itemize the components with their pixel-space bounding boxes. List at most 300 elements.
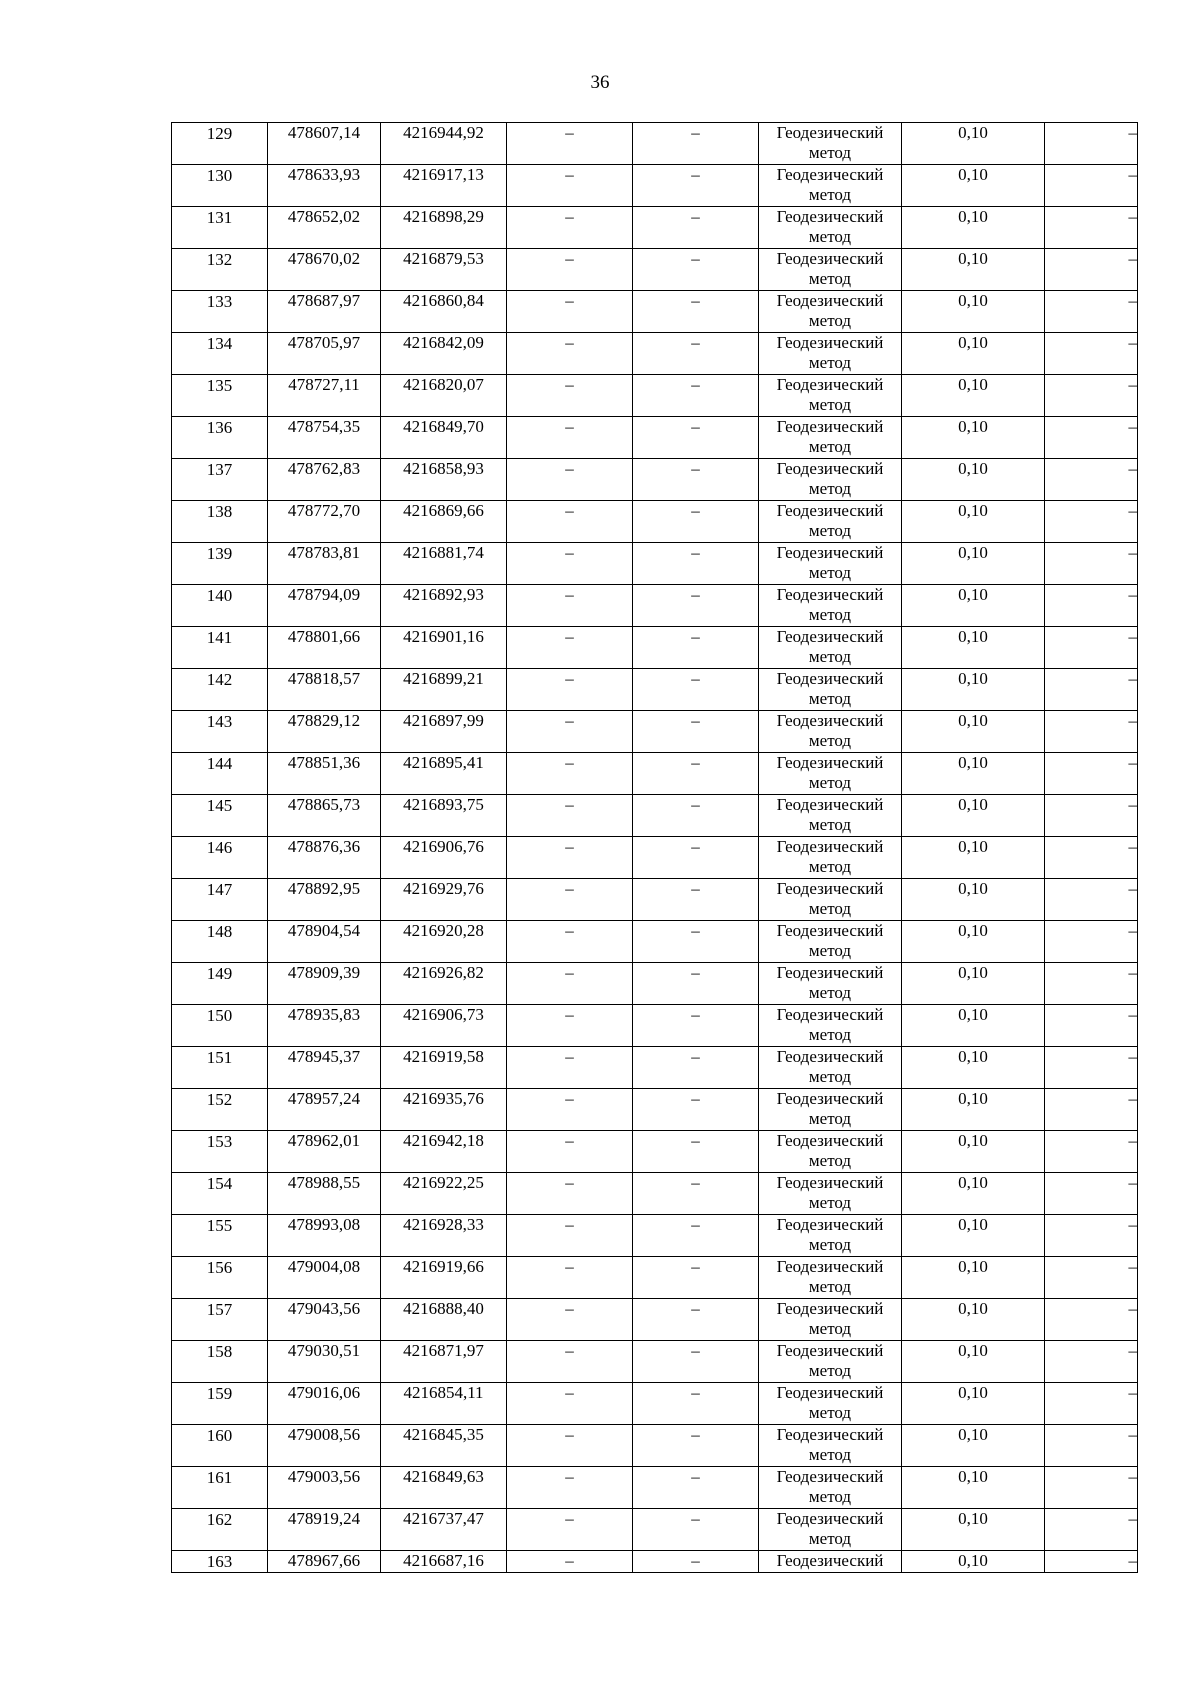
last-text: – bbox=[1128, 1299, 1137, 1318]
last-cell bbox=[1045, 207, 1138, 249]
table-row bbox=[172, 375, 1138, 417]
point-number-cell bbox=[172, 1341, 268, 1383]
method-text-line2: метод bbox=[808, 1487, 852, 1506]
dash-cell bbox=[507, 291, 633, 333]
point-number-cell bbox=[172, 459, 268, 501]
accuracy-cell bbox=[902, 753, 1045, 795]
y-coordinate-cell bbox=[381, 543, 507, 585]
dash-text: – bbox=[691, 123, 700, 142]
x-coordinate-cell bbox=[268, 249, 381, 291]
method-text-line2: метод bbox=[808, 395, 852, 414]
y-coordinate-cell bbox=[381, 1005, 507, 1047]
method-text-line1: Геодезический bbox=[776, 291, 884, 310]
point-number-text: 147 bbox=[206, 880, 233, 899]
accuracy-cell bbox=[902, 1467, 1045, 1509]
last-cell bbox=[1045, 963, 1138, 1005]
y-coordinate-cell bbox=[381, 963, 507, 1005]
method-cell bbox=[759, 1257, 902, 1299]
accuracy-cell bbox=[902, 585, 1045, 627]
method-cell bbox=[759, 123, 902, 165]
last-cell bbox=[1045, 1467, 1138, 1509]
last-cell bbox=[1045, 921, 1138, 963]
point-number-cell bbox=[172, 1383, 268, 1425]
x-coordinate-cell bbox=[268, 123, 381, 165]
x-coordinate-cell bbox=[268, 921, 381, 963]
dash-cell bbox=[507, 921, 633, 963]
point-number-cell bbox=[172, 795, 268, 837]
method-text-line1: Геодезический bbox=[776, 1383, 884, 1402]
accuracy-text: 0,10 bbox=[958, 249, 988, 268]
x-coordinate-cell bbox=[268, 1383, 381, 1425]
accuracy-cell bbox=[902, 1047, 1045, 1089]
y-coordinate-cell bbox=[381, 249, 507, 291]
method-cell bbox=[759, 921, 902, 963]
dash-text: – bbox=[565, 963, 574, 982]
dash-text: – bbox=[565, 1299, 574, 1318]
y-coordinate-cell bbox=[381, 123, 507, 165]
x-coordinate-cell bbox=[268, 1425, 381, 1467]
last-cell bbox=[1045, 669, 1138, 711]
dash-text: – bbox=[565, 1047, 574, 1066]
method-cell bbox=[759, 501, 902, 543]
point-number-text: 163 bbox=[206, 1552, 233, 1571]
x-coordinate-text: 478794,09 bbox=[287, 585, 361, 604]
accuracy-text: 0,10 bbox=[958, 1257, 988, 1276]
x-coordinate-text: 478967,66 bbox=[287, 1551, 361, 1570]
point-number-text: 130 bbox=[206, 166, 233, 185]
table-row bbox=[172, 963, 1138, 1005]
last-cell bbox=[1045, 1341, 1138, 1383]
last-cell bbox=[1045, 1131, 1138, 1173]
last-text: – bbox=[1128, 249, 1137, 268]
method-text-line2: метод bbox=[808, 1235, 852, 1254]
accuracy-text: 0,10 bbox=[958, 123, 988, 142]
y-coordinate-cell bbox=[381, 1467, 507, 1509]
dash-cell bbox=[507, 459, 633, 501]
method-text-line2: метод bbox=[808, 353, 852, 372]
y-coordinate-cell bbox=[381, 753, 507, 795]
accuracy-cell bbox=[902, 375, 1045, 417]
method-text-line1: Геодезический bbox=[776, 1089, 884, 1108]
accuracy-cell bbox=[902, 543, 1045, 585]
table-row bbox=[172, 501, 1138, 543]
accuracy-cell bbox=[902, 207, 1045, 249]
dash-cell bbox=[633, 333, 759, 375]
y-coordinate-cell bbox=[381, 375, 507, 417]
last-text: – bbox=[1128, 627, 1137, 646]
accuracy-text: 0,10 bbox=[958, 459, 988, 478]
last-cell bbox=[1045, 1257, 1138, 1299]
method-text-line1: Геодезический bbox=[776, 1131, 884, 1150]
last-cell bbox=[1045, 165, 1138, 207]
dash-cell bbox=[507, 795, 633, 837]
dash-cell bbox=[633, 1173, 759, 1215]
accuracy-cell bbox=[902, 711, 1045, 753]
x-coordinate-text: 478892,95 bbox=[287, 879, 361, 898]
last-text: – bbox=[1128, 1257, 1137, 1276]
method-cell bbox=[759, 459, 902, 501]
method-cell bbox=[759, 627, 902, 669]
x-coordinate-cell bbox=[268, 1173, 381, 1215]
method-cell bbox=[759, 375, 902, 417]
y-coordinate-text: 4216858,93 bbox=[403, 459, 484, 478]
x-coordinate-text: 478988,55 bbox=[287, 1173, 361, 1192]
y-coordinate-text: 4216917,13 bbox=[403, 165, 484, 184]
y-coordinate-cell bbox=[381, 207, 507, 249]
dash-cell bbox=[633, 165, 759, 207]
y-coordinate-text: 4216897,99 bbox=[403, 711, 484, 730]
dash-text: – bbox=[691, 1131, 700, 1150]
dash-cell bbox=[633, 963, 759, 1005]
dash-text: – bbox=[565, 585, 574, 604]
x-coordinate-cell bbox=[268, 879, 381, 921]
y-coordinate-text: 4216845,35 bbox=[403, 1425, 484, 1444]
accuracy-cell bbox=[902, 1551, 1045, 1573]
x-coordinate-text: 478762,83 bbox=[287, 459, 361, 478]
dash-cell bbox=[633, 1467, 759, 1509]
x-coordinate-text: 479008,56 bbox=[287, 1425, 361, 1444]
dash-text: – bbox=[691, 1341, 700, 1360]
dash-text: – bbox=[691, 1299, 700, 1318]
accuracy-cell bbox=[902, 123, 1045, 165]
last-text: – bbox=[1128, 1509, 1137, 1528]
accuracy-text: 0,10 bbox=[958, 879, 988, 898]
dash-cell bbox=[633, 1005, 759, 1047]
y-coordinate-text: 4216737,47 bbox=[403, 1509, 484, 1528]
accuracy-text: 0,10 bbox=[958, 207, 988, 226]
dash-text: – bbox=[691, 669, 700, 688]
accuracy-cell bbox=[902, 627, 1045, 669]
point-number-text: 131 bbox=[206, 208, 233, 227]
table-row bbox=[172, 1215, 1138, 1257]
point-number-cell bbox=[172, 165, 268, 207]
last-text: – bbox=[1128, 1341, 1137, 1360]
dash-text: – bbox=[565, 921, 574, 940]
x-coordinate-cell bbox=[268, 1005, 381, 1047]
dash-text: – bbox=[691, 375, 700, 394]
dash-cell bbox=[507, 1551, 633, 1573]
dash-cell bbox=[507, 627, 633, 669]
method-text-line2: метод bbox=[808, 857, 852, 876]
last-cell bbox=[1045, 291, 1138, 333]
accuracy-cell bbox=[902, 1005, 1045, 1047]
point-number-cell bbox=[172, 1257, 268, 1299]
dash-cell bbox=[633, 1257, 759, 1299]
point-number-cell bbox=[172, 1089, 268, 1131]
accuracy-text: 0,10 bbox=[958, 585, 988, 604]
x-coordinate-text: 479003,56 bbox=[287, 1467, 361, 1486]
x-coordinate-cell bbox=[268, 1257, 381, 1299]
accuracy-cell bbox=[902, 921, 1045, 963]
x-coordinate-cell bbox=[268, 1551, 381, 1573]
method-text-line2: метод bbox=[808, 647, 852, 666]
dash-cell bbox=[507, 165, 633, 207]
x-coordinate-cell bbox=[268, 291, 381, 333]
dash-text: – bbox=[691, 417, 700, 436]
point-number-cell bbox=[172, 879, 268, 921]
y-coordinate-cell bbox=[381, 1425, 507, 1467]
dash-text: – bbox=[691, 333, 700, 352]
last-text: – bbox=[1128, 1047, 1137, 1066]
last-cell bbox=[1045, 1551, 1138, 1573]
method-text-line1: Геодезический bbox=[776, 837, 884, 856]
method-cell bbox=[759, 1131, 902, 1173]
method-cell bbox=[759, 207, 902, 249]
point-number-text: 140 bbox=[206, 586, 233, 605]
dash-text: – bbox=[691, 585, 700, 604]
accuracy-text: 0,10 bbox=[958, 921, 988, 940]
dash-text: – bbox=[691, 207, 700, 226]
dash-text: – bbox=[691, 1005, 700, 1024]
point-number-cell bbox=[172, 501, 268, 543]
method-cell bbox=[759, 1551, 902, 1573]
y-coordinate-cell bbox=[381, 291, 507, 333]
dash-cell bbox=[633, 1299, 759, 1341]
last-text: – bbox=[1128, 1215, 1137, 1234]
dash-cell bbox=[633, 1509, 759, 1551]
x-coordinate-cell bbox=[268, 543, 381, 585]
method-text-line2: метод bbox=[808, 563, 852, 582]
dash-cell bbox=[507, 1173, 633, 1215]
point-number-text: 145 bbox=[206, 796, 233, 815]
last-text: – bbox=[1128, 375, 1137, 394]
y-coordinate-text: 4216944,92 bbox=[403, 123, 484, 142]
y-coordinate-cell bbox=[381, 165, 507, 207]
x-coordinate-text: 478865,73 bbox=[287, 795, 361, 814]
x-coordinate-text: 478801,66 bbox=[287, 627, 361, 646]
table-row bbox=[172, 543, 1138, 585]
method-text-line1: Геодезический bbox=[776, 711, 884, 730]
x-coordinate-text: 478876,36 bbox=[287, 837, 361, 856]
accuracy-cell bbox=[902, 417, 1045, 459]
method-text-line2: метод bbox=[808, 479, 852, 498]
dash-text: – bbox=[691, 1383, 700, 1402]
dash-cell bbox=[633, 1089, 759, 1131]
y-coordinate-text: 4216920,28 bbox=[403, 921, 484, 940]
last-text: – bbox=[1128, 207, 1137, 226]
method-cell bbox=[759, 333, 902, 375]
method-text-line1: Геодезический bbox=[776, 417, 884, 436]
dash-text: – bbox=[691, 795, 700, 814]
y-coordinate-text: 4216906,76 bbox=[403, 837, 484, 856]
point-number-cell bbox=[172, 1551, 268, 1573]
accuracy-cell bbox=[902, 669, 1045, 711]
method-text-line1: Геодезический bbox=[776, 1551, 884, 1570]
table-row bbox=[172, 207, 1138, 249]
dash-text: – bbox=[565, 207, 574, 226]
table-row bbox=[172, 1299, 1138, 1341]
point-number-cell bbox=[172, 417, 268, 459]
dash-cell bbox=[633, 921, 759, 963]
x-coordinate-cell bbox=[268, 207, 381, 249]
point-number-text: 151 bbox=[206, 1048, 233, 1067]
last-text: – bbox=[1128, 795, 1137, 814]
table-row bbox=[172, 291, 1138, 333]
dash-cell bbox=[507, 1005, 633, 1047]
dash-text: – bbox=[565, 1131, 574, 1150]
dash-text: – bbox=[691, 501, 700, 520]
dash-cell bbox=[633, 669, 759, 711]
method-text-line1: Геодезический bbox=[776, 879, 884, 898]
y-coordinate-cell bbox=[381, 1299, 507, 1341]
coordinates-table bbox=[171, 122, 1138, 1573]
method-cell bbox=[759, 711, 902, 753]
accuracy-cell bbox=[902, 1257, 1045, 1299]
x-coordinate-text: 479043,56 bbox=[287, 1299, 361, 1318]
x-coordinate-cell bbox=[268, 753, 381, 795]
x-coordinate-text: 478919,24 bbox=[287, 1509, 361, 1528]
y-coordinate-cell bbox=[381, 333, 507, 375]
method-text-line1: Геодезический bbox=[776, 459, 884, 478]
point-number-text: 155 bbox=[206, 1216, 233, 1235]
dash-text: – bbox=[565, 249, 574, 268]
x-coordinate-text: 479016,06 bbox=[287, 1383, 361, 1402]
point-number-cell bbox=[172, 333, 268, 375]
y-coordinate-cell bbox=[381, 1089, 507, 1131]
last-cell bbox=[1045, 1173, 1138, 1215]
dash-text: – bbox=[565, 291, 574, 310]
point-number-cell bbox=[172, 1509, 268, 1551]
point-number-cell bbox=[172, 1299, 268, 1341]
last-cell bbox=[1045, 501, 1138, 543]
dash-cell bbox=[507, 1089, 633, 1131]
dash-text: – bbox=[691, 1257, 700, 1276]
method-cell bbox=[759, 1509, 902, 1551]
dash-cell bbox=[507, 1509, 633, 1551]
table-row bbox=[172, 711, 1138, 753]
method-text-line1: Геодезический bbox=[776, 1425, 884, 1444]
last-cell bbox=[1045, 1005, 1138, 1047]
method-text-line1: Геодезический bbox=[776, 963, 884, 982]
x-coordinate-cell bbox=[268, 1509, 381, 1551]
dash-cell bbox=[507, 543, 633, 585]
point-number-text: 161 bbox=[206, 1468, 233, 1487]
accuracy-cell bbox=[902, 1299, 1045, 1341]
point-number-text: 148 bbox=[206, 922, 233, 941]
x-coordinate-text: 478783,81 bbox=[287, 543, 361, 562]
point-number-cell bbox=[172, 1467, 268, 1509]
accuracy-cell bbox=[902, 501, 1045, 543]
x-coordinate-text: 478945,37 bbox=[287, 1047, 361, 1066]
y-coordinate-text: 4216849,70 bbox=[403, 417, 484, 436]
method-text-line2: метод bbox=[808, 1151, 852, 1170]
point-number-cell bbox=[172, 669, 268, 711]
y-coordinate-cell bbox=[381, 1173, 507, 1215]
x-coordinate-text: 478829,12 bbox=[287, 711, 361, 730]
y-coordinate-text: 4216892,93 bbox=[403, 585, 484, 604]
y-coordinate-cell bbox=[381, 1341, 507, 1383]
dash-cell bbox=[507, 1131, 633, 1173]
accuracy-cell bbox=[902, 1131, 1045, 1173]
y-coordinate-cell bbox=[381, 669, 507, 711]
method-text-line1: Геодезический bbox=[776, 669, 884, 688]
x-coordinate-text: 478633,93 bbox=[287, 165, 361, 184]
dash-text: – bbox=[691, 711, 700, 730]
point-number-cell bbox=[172, 1131, 268, 1173]
x-coordinate-cell bbox=[268, 1131, 381, 1173]
y-coordinate-text: 4216881,74 bbox=[403, 543, 484, 562]
table-row bbox=[172, 1089, 1138, 1131]
y-coordinate-cell bbox=[381, 501, 507, 543]
point-number-text: 136 bbox=[206, 418, 233, 437]
method-cell bbox=[759, 585, 902, 627]
y-coordinate-text: 4216842,09 bbox=[403, 333, 484, 352]
method-cell bbox=[759, 417, 902, 459]
y-coordinate-text: 4216849,63 bbox=[403, 1467, 484, 1486]
accuracy-cell bbox=[902, 459, 1045, 501]
point-number-text: 133 bbox=[206, 292, 233, 311]
point-number-text: 150 bbox=[206, 1006, 233, 1025]
last-text: – bbox=[1128, 1425, 1137, 1444]
x-coordinate-text: 478935,83 bbox=[287, 1005, 361, 1024]
dash-text: – bbox=[565, 1383, 574, 1402]
accuracy-text: 0,10 bbox=[958, 1005, 988, 1024]
last-text: – bbox=[1128, 1089, 1137, 1108]
y-coordinate-cell bbox=[381, 459, 507, 501]
dash-cell bbox=[507, 207, 633, 249]
dash-cell bbox=[507, 837, 633, 879]
x-coordinate-cell bbox=[268, 459, 381, 501]
accuracy-cell bbox=[902, 291, 1045, 333]
dash-text: – bbox=[691, 963, 700, 982]
x-coordinate-cell bbox=[268, 711, 381, 753]
dash-text: – bbox=[691, 1467, 700, 1486]
table-row bbox=[172, 1131, 1138, 1173]
accuracy-text: 0,10 bbox=[958, 543, 988, 562]
dash-cell bbox=[507, 1467, 633, 1509]
table-row bbox=[172, 1509, 1138, 1551]
dash-text: – bbox=[691, 627, 700, 646]
x-coordinate-cell bbox=[268, 165, 381, 207]
last-cell bbox=[1045, 1047, 1138, 1089]
method-cell bbox=[759, 291, 902, 333]
table-row bbox=[172, 921, 1138, 963]
dash-text: – bbox=[565, 1341, 574, 1360]
method-text-line2: метод bbox=[808, 1025, 852, 1044]
dash-text: – bbox=[565, 795, 574, 814]
x-coordinate-text: 478993,08 bbox=[287, 1215, 361, 1234]
x-coordinate-cell bbox=[268, 963, 381, 1005]
dash-text: – bbox=[691, 1089, 700, 1108]
last-text: – bbox=[1128, 417, 1137, 436]
dash-text: – bbox=[691, 1509, 700, 1528]
point-number-text: 137 bbox=[206, 460, 233, 479]
last-text: – bbox=[1128, 1383, 1137, 1402]
dash-text: – bbox=[565, 1173, 574, 1192]
x-coordinate-text: 478962,01 bbox=[287, 1131, 361, 1150]
x-coordinate-cell bbox=[268, 669, 381, 711]
x-coordinate-text: 478727,11 bbox=[288, 375, 360, 394]
last-cell bbox=[1045, 1509, 1138, 1551]
method-cell bbox=[759, 1173, 902, 1215]
last-text: – bbox=[1128, 711, 1137, 730]
point-number-text: 142 bbox=[206, 670, 233, 689]
y-coordinate-cell bbox=[381, 585, 507, 627]
x-coordinate-text: 479004,08 bbox=[287, 1257, 361, 1276]
method-cell bbox=[759, 249, 902, 291]
table-row bbox=[172, 1173, 1138, 1215]
method-text-line1: Геодезический bbox=[776, 1047, 884, 1066]
method-cell bbox=[759, 1047, 902, 1089]
point-number-cell bbox=[172, 1173, 268, 1215]
dash-cell bbox=[507, 963, 633, 1005]
accuracy-text: 0,10 bbox=[958, 501, 988, 520]
method-cell bbox=[759, 1299, 902, 1341]
dash-cell bbox=[507, 333, 633, 375]
last-cell bbox=[1045, 1215, 1138, 1257]
point-number-cell bbox=[172, 711, 268, 753]
y-coordinate-text: 4216898,29 bbox=[403, 207, 484, 226]
